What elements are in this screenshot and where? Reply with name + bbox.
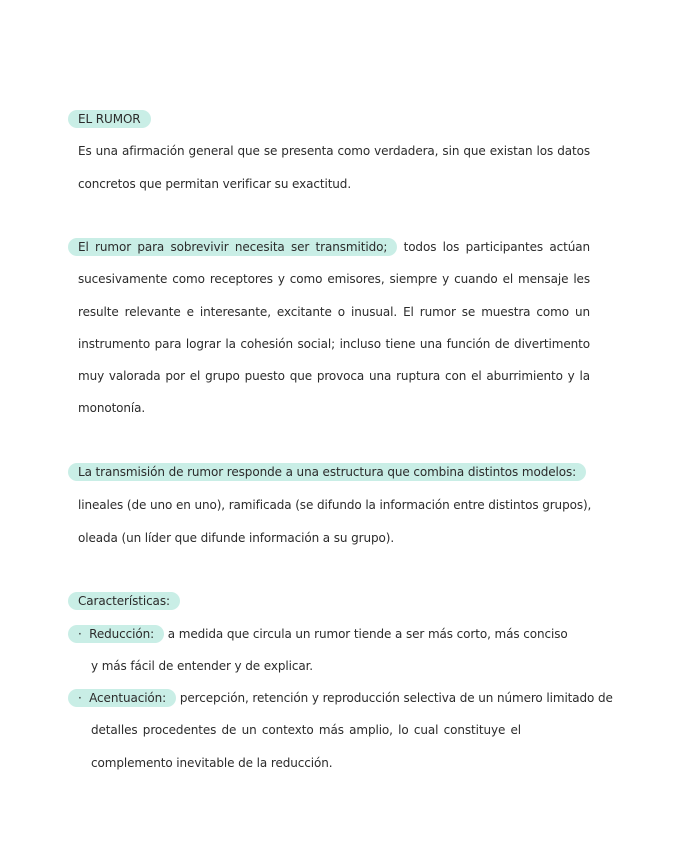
reduccion-highlight xyxy=(68,625,164,643)
para3-line-3: oleada (un líder que difunde información a su grupo). xyxy=(78,531,395,545)
para3-line-1 xyxy=(78,464,586,480)
acentuacion-term: Acentuación: xyxy=(89,691,167,705)
acentuacion-line-2: detalles procedentes de un contexto más amplio, lo cual constituye el xyxy=(91,723,521,737)
bullet-item-acentuacion xyxy=(78,690,613,706)
reduccion-line-2: y más fácil de entender y de explicar. xyxy=(91,659,314,673)
para2-line-2: sucesivamente como receptores y como emisores, siempre y cuando el mensaje les xyxy=(78,272,590,286)
characteristics-highlight: Características: xyxy=(68,592,180,610)
acentuacion-line-3: complemento inevitable de la reducción. xyxy=(91,756,333,770)
bullet-dot: · xyxy=(78,691,82,705)
characteristics-title xyxy=(78,593,180,609)
intro-line-1: Es una afirmación general que se presenta como verdadera, sin que existan los datos xyxy=(78,144,590,158)
para3-highlight: La transmisión de rumor responde a una estructura que combina distintos modelos: xyxy=(68,463,586,481)
heading-highlight: EL RUMOR xyxy=(68,110,151,128)
acentuacion-line-1-rest: percepción, retención y reproducción selectiva de un número limitado de xyxy=(176,691,613,705)
intro-line-2: concretos que permitan verificar su exactitud. xyxy=(78,177,352,191)
para3-line-2: lineales (de uno en uno), ramificada (se difundo la información entre distintos grupos), xyxy=(78,498,592,512)
para2-highlight: El rumor para sobrevivir necesita ser transmitido; xyxy=(68,238,397,256)
para2-line-1-rest: todos los participantes actúan xyxy=(397,240,590,254)
para2-line-5: muy valorada por el grupo puesto que provoca una ruptura con el aburrimiento y la xyxy=(78,369,590,383)
para2-line-6: monotonía. xyxy=(78,401,146,415)
reduccion-line-1-rest: a medida que circula un rumor tiende a ser más corto, más conciso xyxy=(164,627,568,641)
para2-line-1 xyxy=(78,239,590,255)
bullet-dot: · xyxy=(78,627,82,641)
section-heading xyxy=(78,111,151,127)
para2-line-3: resulte relevante e interesante, excitante o inusual. El rumor se muestra como un xyxy=(78,305,590,319)
reduccion-term: Reducción: xyxy=(89,627,155,641)
para2-line-4: instrumento para lograr la cohesión social; incluso tiene una función de divertimento xyxy=(78,337,590,351)
acentuacion-highlight xyxy=(68,689,176,707)
bullet-item-reduccion xyxy=(78,626,568,642)
